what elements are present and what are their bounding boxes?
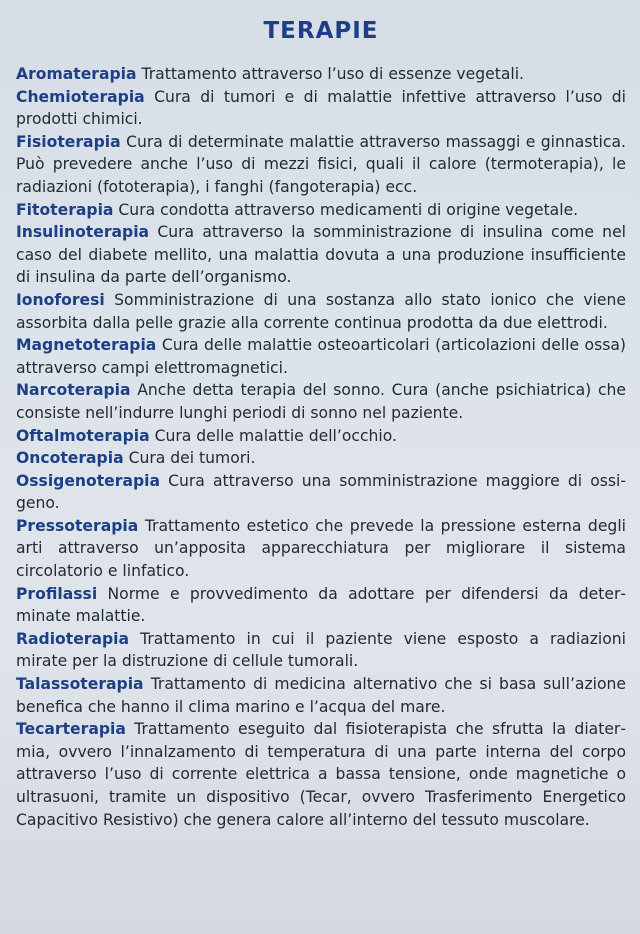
glossary-entry-chemioterapia	[16, 86, 626, 131]
term: Narcoterapia	[16, 381, 131, 400]
term: Oftalmoterapia	[16, 426, 150, 445]
definition: Cura dei tumori.	[128, 449, 256, 468]
glossary-entry-ossigenoterapia	[16, 470, 626, 515]
glossary-entry-magnetoterapia	[16, 334, 626, 379]
glossary-entry-aromaterapia	[16, 63, 626, 86]
glossary-entry-insulinoterapia	[16, 221, 626, 289]
definition: Cura condotta attraverso medicamenti di origine vegetale.	[118, 200, 579, 219]
term: Fitoterapia	[16, 200, 114, 219]
term: Talassoterapia	[16, 675, 144, 694]
glossary-entry-fitoterapia	[16, 199, 626, 222]
term: Tecarterapia	[16, 720, 126, 739]
page-title: TERAPIE	[263, 18, 379, 44]
definition: Cura di determinate malattie attraverso massaggi e ginnastica. Può prevedere anche l’uso di mezzi fisici, quali il calore (termoterapia), le radiazioni (fototerapia), i fanghi (fangoterapia) ecc.	[16, 132, 626, 196]
definition: Cura di tumori e di malattie infettive attraverso l’uso di prodotti chimici.	[16, 87, 626, 129]
term: Fisioterapia	[16, 132, 121, 151]
definition: Trattamento in cui il paziente viene esposto a radiazioni mirate per la distruzione di cellule tumorali.	[16, 629, 626, 671]
glossary-entry-fisioterapia	[16, 131, 626, 199]
term: Pressoterapia	[16, 516, 139, 535]
glossary-entry-pressoterapia	[16, 515, 626, 583]
definition: Cura delle malattie osteoarticolari (articolazioni delle ossa) attraverso campi elettromagnetici.	[16, 336, 626, 377]
glossary-entry-radioterapia	[16, 628, 626, 673]
glossary-entry-oftalmoterapia	[16, 425, 626, 448]
glossary-entry-narcoterapia	[16, 379, 626, 424]
term: Insulinoterapia	[16, 223, 150, 242]
definition: Cura attraverso la somministrazione di insulina come nel caso del diabete mellito, una malattia dovuta a una produzione insufficiente di insulina da parte dell’organismo.	[16, 223, 626, 287]
glossary-list	[16, 63, 626, 831]
definition: Trattamento estetico che prevede la pressione esterna degli arti attraverso un’apposita apparecchiatura per migliorare il sistema circolatorio e linfatico.	[16, 516, 626, 581]
definition: Trattamento eseguito dal fisioterapista che sfrutta la diatermia, ovvero l’innalzamento di temperatura di una parte interna del corpo attraverso l’uso di corrente elettrica a bassa tensione, onde magnetiche o ultrasuoni, tramite un dispositivo (Tecar, ovvero Trasferimento Energetico Capacitivo Resistivo) che genera calore all’interno del tessuto muscolare.	[16, 720, 626, 829]
term: Magnetoterapia	[16, 336, 157, 355]
definition: Trattamento di medicina alternativo che si basa sull’azione benefica che hanno il clima marino e l’acqua del mare.	[16, 675, 627, 716]
term: Aromaterapia	[16, 65, 137, 83]
definition: Somministrazione di una sostanza allo stato ionico che viene assorbita dalla pelle grazie alla corrente continua prodotta da due elettrodi.	[16, 290, 626, 332]
glossary-entry-tecarterapia	[16, 718, 626, 831]
definition: Anche detta terapia del sonno. Cura (anche psichiatrica) che consiste nell’indurre lunghi periodi di sonno nel paziente.	[16, 381, 626, 422]
glossary-entry-profilassi	[16, 583, 626, 628]
glossary-entry-talassoterapia	[16, 673, 626, 718]
definition: Norme e provvedimento da adottare per difendersi da determinate malattie.	[16, 584, 626, 626]
term: Profilassi	[16, 584, 98, 603]
definition: Cura delle malattie dell’occhio.	[154, 426, 397, 445]
term: Chemioterapia	[16, 87, 145, 106]
term: Ionoforesi	[16, 290, 105, 309]
term: Oncoterapia	[16, 449, 124, 468]
glossary-entry-ionoforesi	[16, 289, 626, 334]
glossary-entry-oncoterapia	[16, 447, 626, 470]
definition: Trattamento attraverso l’uso di essenze vegetali.	[141, 65, 525, 83]
definition: Cura attraverso una somministrazione maggiore di ossigeno.	[16, 471, 626, 513]
term: Radioterapia	[16, 629, 130, 648]
term: Ossigenoterapia	[16, 471, 160, 490]
